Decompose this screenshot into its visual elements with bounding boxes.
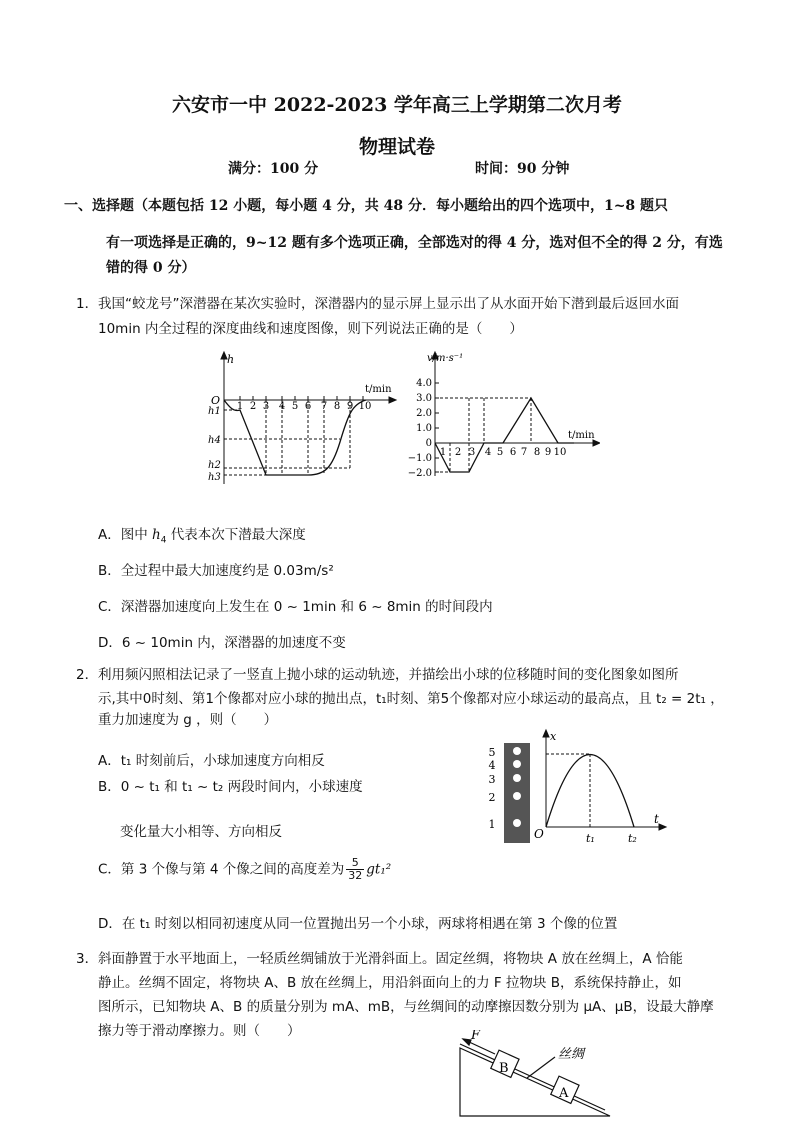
h-tick-5: 5 bbox=[291, 401, 299, 412]
q1-option-c[interactable]: C．深潜器加速度向上发生在 0 ~ 1min 和 6 ~ 8min 的时间段内 bbox=[98, 599, 493, 615]
h-origin: O bbox=[211, 394, 221, 407]
v-xtick-7: 7 bbox=[520, 447, 528, 458]
q2-figure bbox=[478, 728, 678, 846]
v-xtick-1: 1 bbox=[439, 447, 447, 458]
h-tick-9: 9 bbox=[346, 401, 354, 412]
strip-label-3: 3 bbox=[488, 773, 496, 786]
q2-stem-line1: 利用频闪照相法记录了一竖直上抛小球的运动轨迹，并描绘出小球的位移随时间的变化图象如图所 bbox=[98, 667, 679, 683]
h-label-h4: h4 bbox=[208, 435, 221, 446]
image-1 bbox=[513, 819, 521, 827]
h-tick-8: 8 bbox=[333, 401, 341, 412]
strip-label-5: 5 bbox=[488, 746, 496, 759]
block-a-label: A bbox=[559, 1086, 569, 1101]
v-xtick-6: 6 bbox=[509, 447, 517, 458]
q2-option-c[interactable]: C．第 3 个像与第 4 个像之间的高度差为 $\frac{5}{32}$ gt₁² bbox=[98, 856, 392, 882]
strip-label-1: 1 bbox=[488, 818, 496, 831]
q1-option-d[interactable]: D．6 ~ 10min 内，深潜器的加速度不变 bbox=[98, 635, 346, 651]
h-label-h1: h1 bbox=[208, 406, 221, 417]
q3-incline-figure bbox=[445, 1030, 615, 1120]
v-xlabel: t/min bbox=[568, 430, 595, 441]
v-ytick-3: 3.0 bbox=[416, 393, 432, 404]
q1-option-a[interactable]: A．图中 $h_4$ 代表本次下潜最大深度 bbox=[98, 527, 306, 546]
h-tick-6: 6 bbox=[304, 401, 312, 412]
section-heading-line2: 有一项选择是正确的，9~12 题有多个选项正确，全部选对的得 4 分，选对但不全的得 2 分，有选 bbox=[106, 235, 723, 251]
q2-stem-line3: 重力加速度为 g ，则（ ） bbox=[98, 712, 278, 728]
t-axis-label: t bbox=[654, 812, 659, 826]
v-xtick-5: 5 bbox=[496, 447, 504, 458]
q3-stem-line1: 斜面静置于水平地面上，一轻质丝绸铺放于光滑斜面上。固定丝绸，将物块 A 放在丝绸上，A 恰能 bbox=[98, 951, 683, 967]
image-2 bbox=[513, 792, 521, 800]
v-ytick-2: 2.0 bbox=[416, 408, 432, 419]
section-heading-line1: 一、选择题（本题包括 12 小题，每小题 4 分，共 48 分．每小题给出的四个选项中，1~8 题只 bbox=[64, 198, 669, 214]
h-tick-1: 1 bbox=[236, 401, 244, 412]
v-ytick-0: 0 bbox=[425, 438, 432, 449]
q1-velocity-graph bbox=[400, 348, 600, 480]
h-tick-4: 4 bbox=[278, 401, 286, 412]
velocity-curve bbox=[435, 398, 574, 472]
q2-option-d[interactable]: D．在 t₁ 时刻以相同初速度从同一位置抛出另一个小球，两球将相遇在第 3 个像的位置 bbox=[98, 916, 618, 932]
q2-stem-line2: 示,其中0时刻、第1个像都对应小球的抛出点，t₁时刻、第5个像都对应小球运动的最高点，且 t₂ = 2t₁ ， bbox=[98, 691, 724, 707]
v-xtick-9: 9 bbox=[544, 447, 552, 458]
q3-number: 3． bbox=[76, 951, 99, 967]
v-xtick-8: 8 bbox=[533, 447, 541, 458]
block-b-label: B bbox=[499, 1061, 509, 1076]
q2-number: 2． bbox=[76, 667, 99, 683]
v-ytick-m2: −2.0 bbox=[407, 468, 432, 479]
q2-origin: O bbox=[534, 827, 544, 841]
section-heading-line3: 错的得 0 分） bbox=[106, 260, 196, 276]
h-tick-3: 3 bbox=[262, 401, 270, 412]
v-xtick-4: 4 bbox=[484, 447, 492, 458]
t2-label: t₂ bbox=[628, 832, 637, 845]
q3-stem-line2: 静止。丝绸不固定，将物块 A、B 放在丝绸上，用沿斜面向上的力 F 拉物块 B，系统保持静止，如 bbox=[98, 975, 682, 991]
q2-option-a[interactable]: A．t₁ 时刻前后，小球加速度方向相反 bbox=[98, 753, 325, 769]
exam-time: 时间：90 分钟 bbox=[475, 161, 570, 177]
page-title: 六安市一中 2022-2023 学年高三上学期第二次月考 bbox=[172, 94, 622, 116]
v-xtick-10: 10 bbox=[553, 447, 567, 458]
t1-label: t₁ bbox=[586, 832, 595, 845]
x-axis-label: x bbox=[550, 730, 557, 743]
image-5 bbox=[513, 747, 521, 755]
h-label-h3: h3 bbox=[208, 472, 221, 483]
q1-stem-line2: 10min 内全过程的深度曲线和速度图像，则下列说法正确的是（ ） bbox=[98, 321, 523, 337]
v-ytick-4: 4.0 bbox=[416, 378, 432, 389]
v-xtick-3: 3 bbox=[468, 447, 476, 458]
h-xlabel: t/min bbox=[365, 384, 392, 395]
image-4 bbox=[513, 760, 521, 768]
q1-depth-graph bbox=[200, 350, 400, 490]
silk-label: 丝绸 bbox=[558, 1047, 585, 1062]
v-ytick-m1: −1.0 bbox=[407, 453, 432, 464]
q2-option-b-line1[interactable]: B．0 ~ t₁ 和 t₁ ~ t₂ 两段时间内，小球速度 bbox=[98, 779, 363, 795]
q1-number: 1． bbox=[76, 296, 99, 312]
v-ylabel: v/m·s⁻¹ bbox=[427, 353, 464, 364]
h-label-h2: h2 bbox=[208, 460, 221, 471]
h-tick-7: 7 bbox=[320, 401, 328, 412]
v-xtick-2: 2 bbox=[454, 447, 462, 458]
q2-option-b-line2: 变化量大小相等、方向相反 bbox=[120, 824, 282, 840]
incline bbox=[460, 1048, 610, 1116]
silk-pointer bbox=[527, 1057, 555, 1078]
h-tick-10: 10 bbox=[358, 401, 372, 412]
force-label: F bbox=[471, 1030, 481, 1043]
v-ytick-1: 1.0 bbox=[416, 423, 432, 434]
q1-option-b[interactable]: B．全过程中最大加速度约是 0.03m/s² bbox=[98, 563, 334, 579]
strip-label-4: 4 bbox=[488, 759, 496, 772]
q3-stem-line3: 图所示，已知物块 A、B 的质量分别为 mA、mB，与丝绸间的动摩擦因数分别为 μA、μB，设最大静摩 bbox=[98, 999, 714, 1015]
subject-title: 物理试卷 bbox=[358, 136, 435, 158]
image-3 bbox=[513, 774, 521, 782]
q3-stem-line4: 擦力等于滑动摩擦力。则（ ） bbox=[98, 1023, 301, 1039]
full-score: 满分：100 分 bbox=[228, 161, 319, 177]
h-tick-2: 2 bbox=[249, 401, 257, 412]
strip-label-2: 2 bbox=[488, 791, 496, 804]
h-ylabel: h bbox=[227, 353, 235, 366]
q1-stem-line1: 我国“蛟龙号”深潜器在某次实验时，深潜器内的显示屏上显示出了从水面开始下潜到最后返回水面 bbox=[98, 296, 679, 312]
